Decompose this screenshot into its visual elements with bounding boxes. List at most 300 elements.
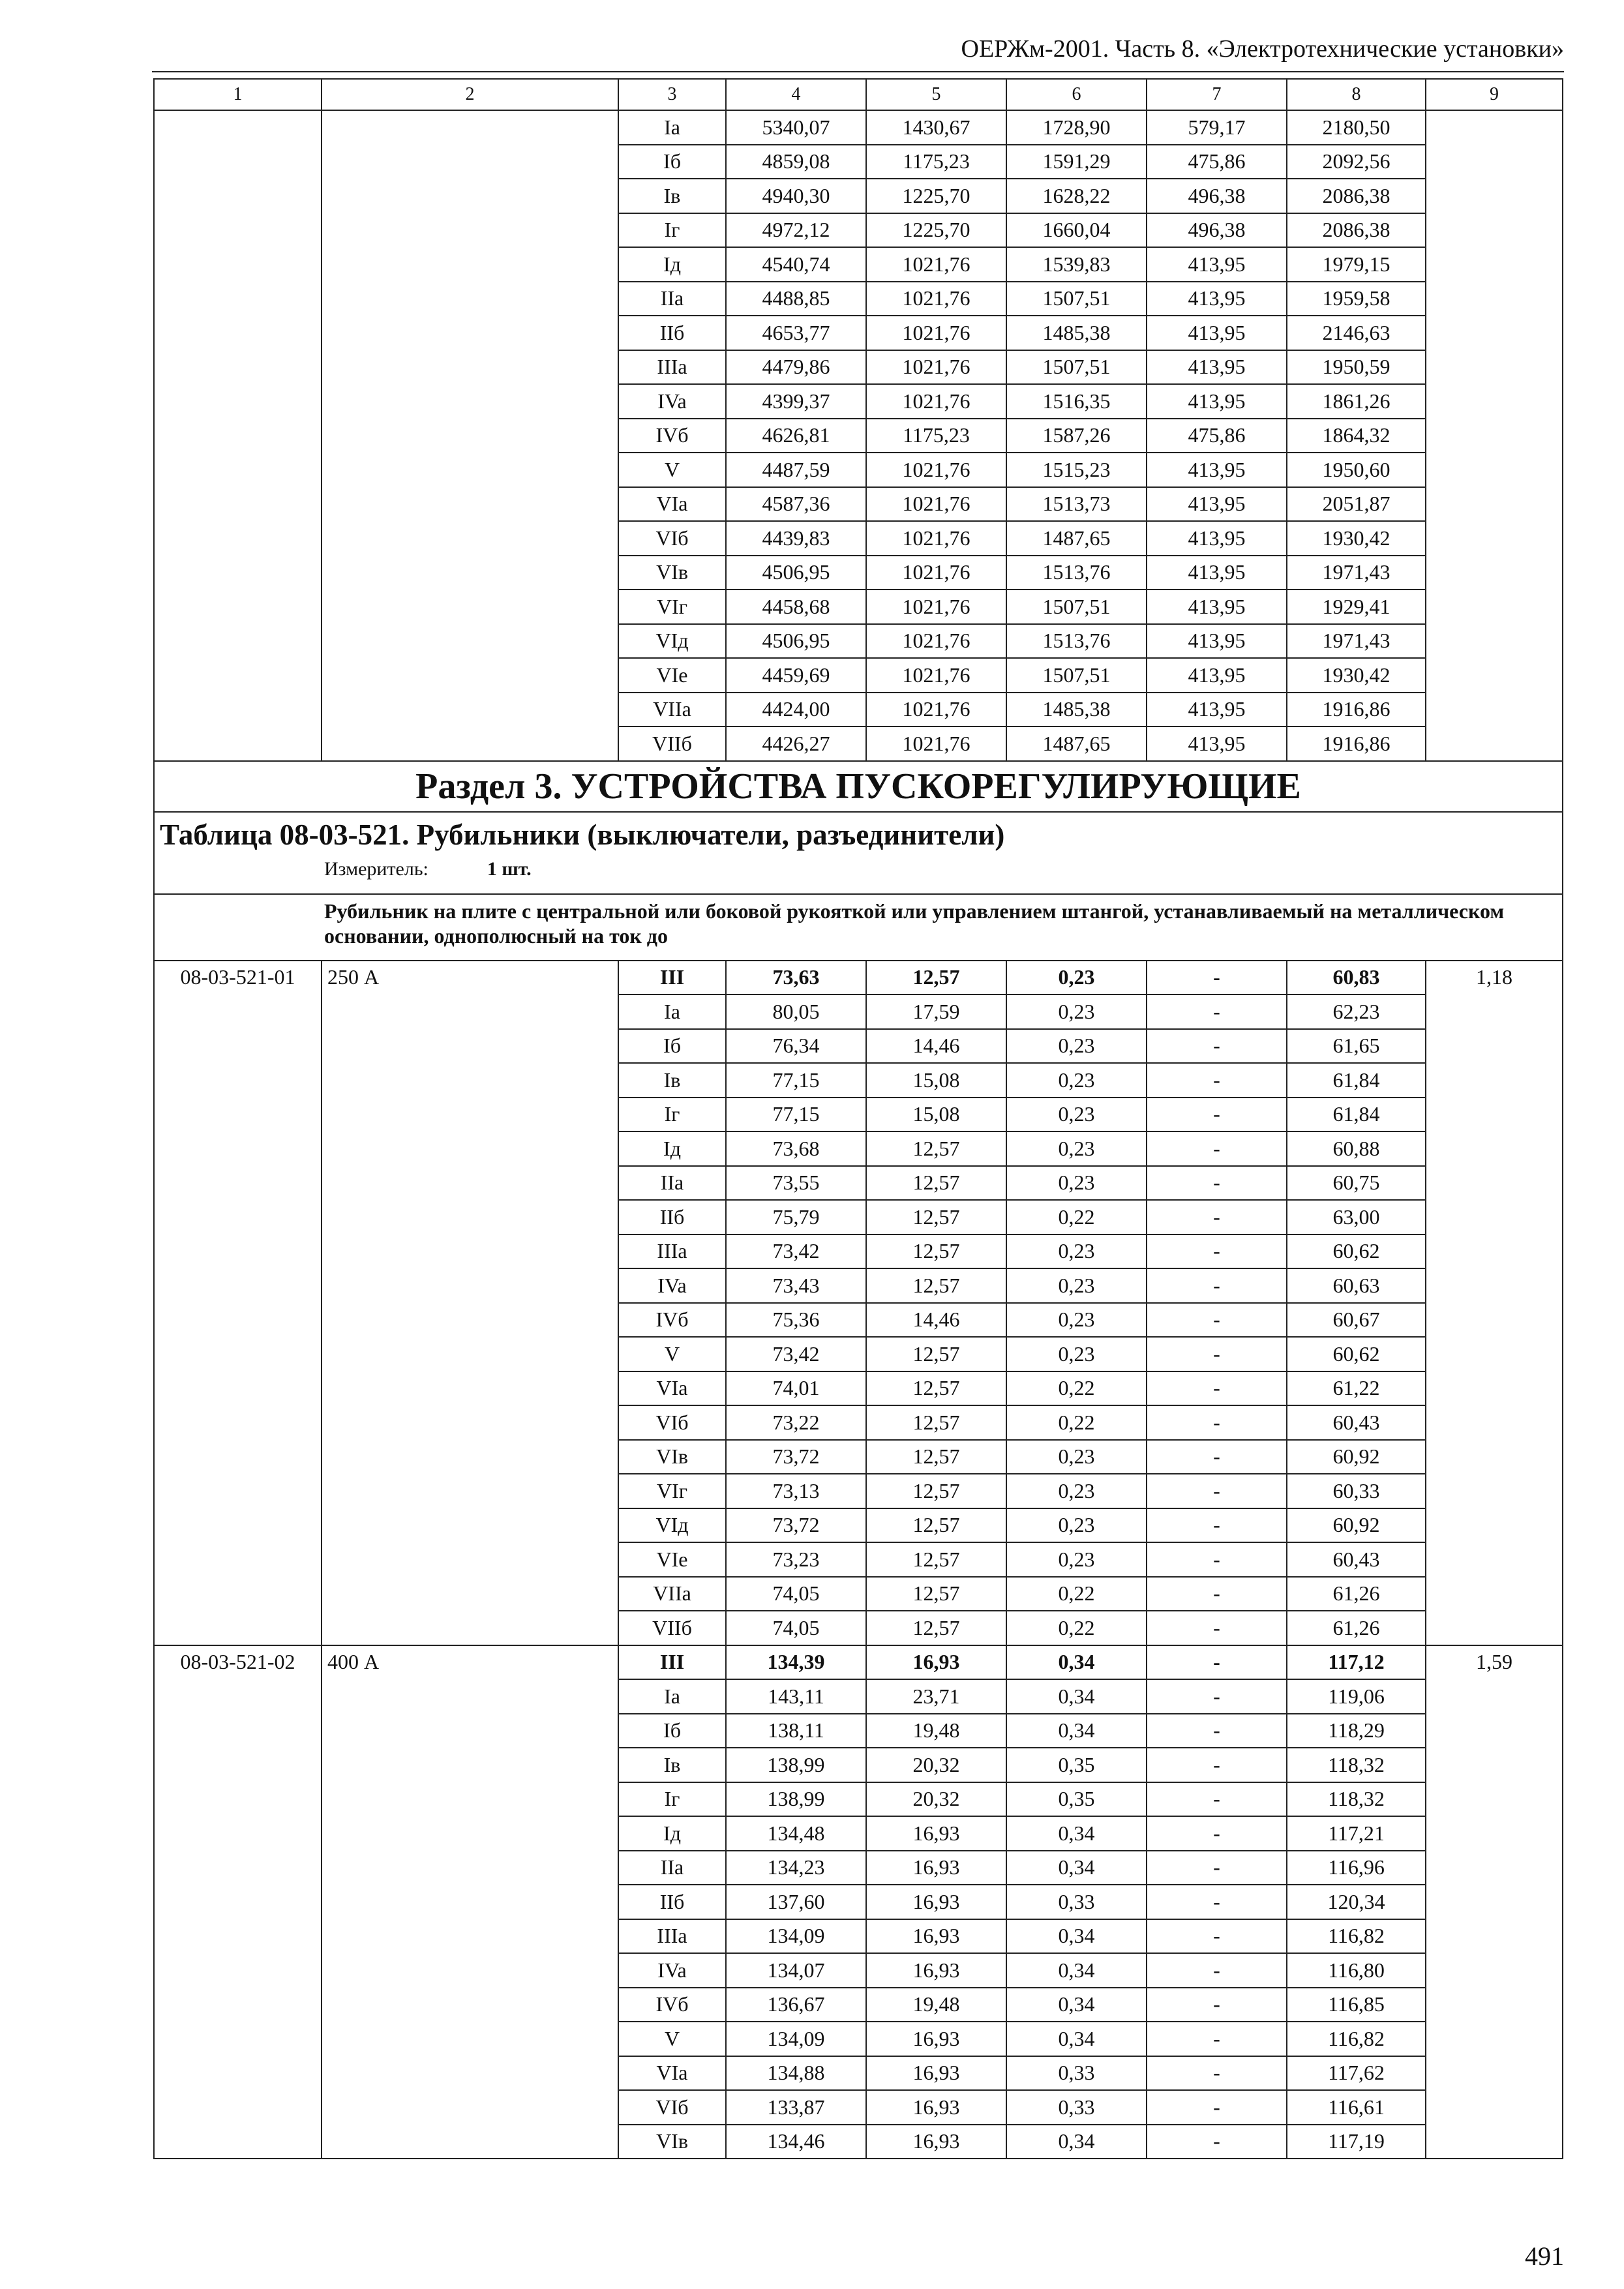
zone-cell: Iв [618, 179, 726, 213]
zone-cell: Iг [618, 1098, 726, 1132]
materials-cell: 60,83 [1287, 961, 1426, 995]
column-number-2: 2 [322, 79, 618, 110]
machines-cell: 0,23 [1006, 1542, 1147, 1577]
total-cell: 4940,30 [726, 179, 866, 213]
wages-cell: 1021,76 [866, 247, 1006, 282]
zone-cell: Iг [618, 1782, 726, 1817]
machines-cell: 1728,90 [1006, 110, 1147, 145]
wages-cell: 16,93 [866, 1919, 1006, 1954]
materials-cell: 116,85 [1287, 1988, 1426, 2022]
total-cell: 4506,95 [726, 556, 866, 590]
rates-table [153, 78, 1563, 2159]
materials-cell: 117,12 [1287, 1645, 1426, 1680]
wages-cell: 12,57 [866, 1474, 1006, 1508]
rate-coefficient: 1,18 [1426, 961, 1563, 1645]
zone-cell: VIв [618, 556, 726, 590]
machines-cell: 0,35 [1006, 1782, 1147, 1817]
zone-cell: IIб [618, 1200, 726, 1234]
code-cell-empty [154, 110, 322, 761]
machines-cell: 0,23 [1006, 1166, 1147, 1201]
machines-cell: 0,34 [1006, 1851, 1147, 1885]
machines-cell: 0,34 [1006, 1679, 1147, 1714]
machinist-wages-cell: 413,95 [1147, 247, 1287, 282]
wages-cell: 1225,70 [866, 179, 1006, 213]
zone-cell: VIв [618, 1440, 726, 1474]
machines-cell: 1539,83 [1006, 247, 1147, 282]
materials-cell: 117,19 [1287, 2125, 1426, 2159]
machines-cell: 0,34 [1006, 1816, 1147, 1851]
zone-cell: VIд [618, 1508, 726, 1543]
zone-cell: VIб [618, 1405, 726, 1440]
total-cell: 73,23 [726, 1542, 866, 1577]
zone-cell: VIIб [618, 726, 726, 761]
column-number-6: 6 [1006, 79, 1147, 110]
machines-cell: 0,23 [1006, 1268, 1147, 1303]
machines-cell: 0,23 [1006, 1063, 1147, 1098]
machines-cell: 0,22 [1006, 1405, 1147, 1440]
total-cell: 74,01 [726, 1371, 866, 1406]
column-number-5: 5 [866, 79, 1006, 110]
machinist-wages-cell: 413,95 [1147, 521, 1287, 556]
machinist-wages-cell: - [1147, 1816, 1287, 1851]
total-cell: 74,05 [726, 1611, 866, 1645]
machines-cell: 0,34 [1006, 1919, 1147, 1954]
wages-cell: 12,57 [866, 1337, 1006, 1371]
page-number: 491 [1525, 2241, 1564, 2271]
machines-cell: 0,23 [1006, 1337, 1147, 1371]
machinist-wages-cell: 413,95 [1147, 726, 1287, 761]
total-cell: 4859,08 [726, 145, 866, 179]
materials-cell: 62,23 [1287, 995, 1426, 1029]
machinist-wages-cell: - [1147, 1063, 1287, 1098]
machinist-wages-cell: - [1147, 1748, 1287, 1782]
total-cell: 134,88 [726, 2056, 866, 2091]
total-cell: 77,15 [726, 1063, 866, 1098]
machinist-wages-cell: 413,95 [1147, 316, 1287, 350]
zone-cell: Iб [618, 145, 726, 179]
machinist-wages-cell: 413,95 [1147, 350, 1287, 385]
total-cell: 73,22 [726, 1405, 866, 1440]
machines-cell: 1507,51 [1006, 658, 1147, 693]
meter-line [160, 858, 1557, 880]
total-cell: 4626,81 [726, 419, 866, 453]
materials-cell: 119,06 [1287, 1679, 1426, 1714]
wages-cell: 16,93 [866, 1953, 1006, 1988]
materials-cell: 2086,38 [1287, 179, 1426, 213]
machinist-wages-cell: - [1147, 1885, 1287, 1919]
materials-cell: 60,43 [1287, 1542, 1426, 1577]
wages-cell: 23,71 [866, 1679, 1006, 1714]
machinist-wages-cell: - [1147, 1131, 1287, 1166]
machinist-wages-cell: - [1147, 1577, 1287, 1611]
total-cell: 4424,00 [726, 693, 866, 727]
total-cell: 4540,74 [726, 247, 866, 282]
materials-cell: 63,00 [1287, 1200, 1426, 1234]
machines-cell: 0,23 [1006, 995, 1147, 1029]
machines-cell: 0,35 [1006, 1748, 1147, 1782]
zone-cell: IIб [618, 1885, 726, 1919]
materials-cell: 2092,56 [1287, 145, 1426, 179]
rate-code: 08-03-521-01 [154, 961, 322, 1645]
machinist-wages-cell: 496,38 [1147, 179, 1287, 213]
machinist-wages-cell: 413,95 [1147, 384, 1287, 419]
materials-cell: 117,21 [1287, 1816, 1426, 1851]
zone-cell: IVa [618, 384, 726, 419]
wages-cell: 1175,23 [866, 419, 1006, 453]
wages-cell: 12,57 [866, 1131, 1006, 1166]
zone-cell: Iг [618, 213, 726, 248]
zone-cell: III [618, 961, 726, 995]
machines-cell: 1628,22 [1006, 179, 1147, 213]
zone-cell: III [618, 1645, 726, 1680]
total-cell: 134,09 [726, 2022, 866, 2056]
materials-cell: 60,43 [1287, 1405, 1426, 1440]
column-number-7: 7 [1147, 79, 1287, 110]
zone-cell: V [618, 1337, 726, 1371]
machines-cell: 0,23 [1006, 1474, 1147, 1508]
zone-cell: Iд [618, 1816, 726, 1851]
total-cell: 4459,69 [726, 658, 866, 693]
zone-cell: IIa [618, 282, 726, 316]
machinist-wages-cell: - [1147, 1337, 1287, 1371]
machinist-wages-cell: - [1147, 1988, 1287, 2022]
total-cell: 136,67 [726, 1988, 866, 2022]
materials-cell: 1916,86 [1287, 693, 1426, 727]
total-cell: 4458,68 [726, 590, 866, 624]
materials-cell: 120,34 [1287, 1885, 1426, 1919]
materials-cell: 118,29 [1287, 1714, 1426, 1748]
machinist-wages-cell: 413,95 [1147, 487, 1287, 522]
meter-label: Измеритель: [324, 858, 429, 880]
materials-cell: 60,62 [1287, 1234, 1426, 1269]
zone-cell: IVб [618, 1988, 726, 2022]
total-cell: 73,42 [726, 1234, 866, 1269]
table-row [154, 961, 1563, 995]
machines-cell: 0,23 [1006, 961, 1147, 995]
machinist-wages-cell: 413,95 [1147, 693, 1287, 727]
wages-cell: 14,46 [866, 1303, 1006, 1338]
machines-cell: 1487,65 [1006, 521, 1147, 556]
total-cell: 138,11 [726, 1714, 866, 1748]
zone-cell: Iд [618, 1131, 726, 1166]
materials-cell: 60,92 [1287, 1440, 1426, 1474]
machines-cell: 0,33 [1006, 2090, 1147, 2125]
zone-cell: Ia [618, 110, 726, 145]
materials-cell: 1950,59 [1287, 350, 1426, 385]
zone-cell: VIe [618, 1542, 726, 1577]
zone-cell: Iб [618, 1029, 726, 1064]
machines-cell: 1513,76 [1006, 624, 1147, 659]
wages-cell: 12,57 [866, 961, 1006, 995]
meter-value: 1 шт. [487, 858, 532, 880]
machinist-wages-cell: - [1147, 995, 1287, 1029]
wages-cell: 12,57 [866, 1440, 1006, 1474]
materials-cell: 61,26 [1287, 1577, 1426, 1611]
wages-cell: 15,08 [866, 1098, 1006, 1132]
machines-cell: 1485,38 [1006, 693, 1147, 727]
name-cell-empty [322, 110, 618, 761]
machinist-wages-cell: - [1147, 1782, 1287, 1817]
wages-cell: 12,57 [866, 1268, 1006, 1303]
total-cell: 73,68 [726, 1131, 866, 1166]
wages-cell: 12,57 [866, 1542, 1006, 1577]
machinist-wages-cell: 413,95 [1147, 556, 1287, 590]
machinist-wages-cell: - [1147, 961, 1287, 995]
total-cell: 4488,85 [726, 282, 866, 316]
wages-cell: 14,46 [866, 1029, 1006, 1064]
machines-cell: 0,22 [1006, 1611, 1147, 1645]
wages-cell: 1430,67 [866, 110, 1006, 145]
machinist-wages-cell: - [1147, 1645, 1287, 1680]
machinist-wages-cell: 413,95 [1147, 282, 1287, 316]
zone-cell: VIIa [618, 693, 726, 727]
total-cell: 73,55 [726, 1166, 866, 1201]
zone-cell: Iб [618, 1714, 726, 1748]
materials-cell: 116,96 [1287, 1851, 1426, 1885]
machines-cell: 1513,73 [1006, 487, 1147, 522]
wages-cell: 16,93 [866, 1851, 1006, 1885]
machinist-wages-cell: - [1147, 1679, 1287, 1714]
zone-cell: VIe [618, 658, 726, 693]
machinist-wages-cell: - [1147, 1268, 1287, 1303]
materials-cell: 61,22 [1287, 1371, 1426, 1406]
zone-cell: VIIa [618, 1577, 726, 1611]
wages-cell: 20,32 [866, 1782, 1006, 1817]
column-number-8: 8 [1287, 79, 1426, 110]
zone-cell: IIIa [618, 1234, 726, 1269]
wages-cell: 12,57 [866, 1611, 1006, 1645]
zone-cell: VIг [618, 1474, 726, 1508]
total-cell: 73,72 [726, 1508, 866, 1543]
total-cell: 4506,95 [726, 624, 866, 659]
materials-cell: 1979,15 [1287, 247, 1426, 282]
machines-cell: 1507,51 [1006, 590, 1147, 624]
machinist-wages-cell: 413,95 [1147, 658, 1287, 693]
machinist-wages-cell: - [1147, 2090, 1287, 2125]
materials-cell: 1861,26 [1287, 384, 1426, 419]
materials-cell: 60,67 [1287, 1303, 1426, 1338]
machines-cell: 0,34 [1006, 2022, 1147, 2056]
materials-cell: 1864,32 [1287, 419, 1426, 453]
wages-cell: 12,57 [866, 1405, 1006, 1440]
machines-cell: 0,23 [1006, 1303, 1147, 1338]
machinist-wages-cell: - [1147, 1303, 1287, 1338]
machines-cell: 1515,23 [1006, 453, 1147, 487]
wages-cell: 1021,76 [866, 693, 1006, 727]
machinist-wages-cell: - [1147, 2022, 1287, 2056]
column-number-4: 4 [726, 79, 866, 110]
materials-cell: 116,82 [1287, 2022, 1426, 2056]
zone-cell: IIIa [618, 350, 726, 385]
wages-cell: 1021,76 [866, 487, 1006, 522]
page-header-title: ОЕРЖм-2001. Часть 8. «Электротехнические установки» [961, 35, 1564, 63]
machines-cell: 1660,04 [1006, 213, 1147, 248]
machinist-wages-cell: - [1147, 2056, 1287, 2091]
machinist-wages-cell: - [1147, 1919, 1287, 1954]
wages-cell: 16,93 [866, 2090, 1006, 2125]
zone-cell: IVб [618, 419, 726, 453]
total-cell: 4587,36 [726, 487, 866, 522]
total-cell: 4439,83 [726, 521, 866, 556]
wages-cell: 12,57 [866, 1371, 1006, 1406]
materials-cell: 1916,86 [1287, 726, 1426, 761]
table-row [154, 1645, 1563, 1680]
column-number-1: 1 [154, 79, 322, 110]
machinist-wages-cell: - [1147, 1953, 1287, 1988]
zone-cell: IVб [618, 1303, 726, 1338]
wages-cell: 12,57 [866, 1508, 1006, 1543]
machinist-wages-cell: - [1147, 1440, 1287, 1474]
wages-cell: 16,93 [866, 1645, 1006, 1680]
materials-cell: 1950,60 [1287, 453, 1426, 487]
machines-cell: 0,34 [1006, 1645, 1147, 1680]
wages-cell: 12,57 [866, 1200, 1006, 1234]
rates-table-body [154, 79, 1563, 2159]
zone-cell: VIв [618, 2125, 726, 2159]
rate-coefficient: 1,59 [1426, 1645, 1563, 2159]
wages-cell: 16,93 [866, 1885, 1006, 1919]
table-heading-cell [154, 812, 1563, 894]
wages-cell: 16,93 [866, 1816, 1006, 1851]
zone-cell: Iв [618, 1748, 726, 1782]
zone-cell: IVa [618, 1268, 726, 1303]
total-cell: 77,15 [726, 1098, 866, 1132]
wages-cell: 1021,76 [866, 453, 1006, 487]
wages-cell: 1021,76 [866, 316, 1006, 350]
total-cell: 5340,07 [726, 110, 866, 145]
machines-cell: 1485,38 [1006, 316, 1147, 350]
total-cell: 4653,77 [726, 316, 866, 350]
materials-cell: 2146,63 [1287, 316, 1426, 350]
total-cell: 4972,12 [726, 213, 866, 248]
materials-cell: 1971,43 [1287, 556, 1426, 590]
machines-cell: 0,23 [1006, 1234, 1147, 1269]
total-cell: 137,60 [726, 1885, 866, 1919]
zone-cell: V [618, 2022, 726, 2056]
total-cell: 134,09 [726, 1919, 866, 1954]
materials-cell: 60,63 [1287, 1268, 1426, 1303]
materials-cell: 1930,42 [1287, 658, 1426, 693]
materials-cell: 60,88 [1287, 1131, 1426, 1166]
wages-cell: 1021,76 [866, 384, 1006, 419]
materials-cell: 1929,41 [1287, 590, 1426, 624]
wages-cell: 1021,76 [866, 726, 1006, 761]
total-cell: 134,39 [726, 1645, 866, 1680]
zone-cell: IIa [618, 1851, 726, 1885]
wages-cell: 19,48 [866, 1988, 1006, 2022]
table-heading-row [154, 812, 1563, 894]
total-cell: 4487,59 [726, 453, 866, 487]
rate-code: 08-03-521-02 [154, 1645, 322, 2159]
wages-cell: 1021,76 [866, 658, 1006, 693]
wages-cell: 1021,76 [866, 590, 1006, 624]
wages-cell: 16,93 [866, 2022, 1006, 2056]
wages-cell: 20,32 [866, 1748, 1006, 1782]
machinist-wages-cell: 413,95 [1147, 453, 1287, 487]
machines-cell: 1591,29 [1006, 145, 1147, 179]
materials-cell: 118,32 [1287, 1782, 1426, 1817]
machinist-wages-cell: - [1147, 1098, 1287, 1132]
wages-cell: 19,48 [866, 1714, 1006, 1748]
machinist-wages-cell: - [1147, 2125, 1287, 2159]
column-numbers-row [154, 79, 1563, 110]
materials-cell: 116,82 [1287, 1919, 1426, 1954]
description-text: Рубильник на плите с центральной или боковой рукояткой или управлением штангой, устанавливаемый на металлическом основании, однополюсный на ток до [154, 894, 1563, 961]
total-cell: 80,05 [726, 995, 866, 1029]
machinist-wages-cell: 496,38 [1147, 213, 1287, 248]
wages-cell: 17,59 [866, 995, 1006, 1029]
total-cell: 143,11 [726, 1679, 866, 1714]
machinist-wages-cell: - [1147, 1851, 1287, 1885]
machines-cell: 0,23 [1006, 1508, 1147, 1543]
section-row [154, 761, 1563, 812]
total-cell: 73,43 [726, 1268, 866, 1303]
materials-cell: 60,92 [1287, 1508, 1426, 1543]
materials-cell: 116,80 [1287, 1953, 1426, 1988]
materials-cell: 61,65 [1287, 1029, 1426, 1064]
zone-cell: V [618, 453, 726, 487]
total-cell: 73,63 [726, 961, 866, 995]
zone-cell: VIIб [618, 1611, 726, 1645]
machines-cell: 0,34 [1006, 1953, 1147, 1988]
total-cell: 73,72 [726, 1440, 866, 1474]
materials-cell: 2051,87 [1287, 487, 1426, 522]
machines-cell: 1507,51 [1006, 282, 1147, 316]
machines-cell: 0,34 [1006, 1714, 1147, 1748]
machinist-wages-cell: 579,17 [1147, 110, 1287, 145]
machines-cell: 0,34 [1006, 2125, 1147, 2159]
machines-cell: 1487,65 [1006, 726, 1147, 761]
materials-cell: 61,84 [1287, 1098, 1426, 1132]
total-cell: 138,99 [726, 1782, 866, 1817]
wages-cell: 15,08 [866, 1063, 1006, 1098]
machinist-wages-cell: - [1147, 1234, 1287, 1269]
table-row [154, 110, 1563, 145]
machines-cell: 0,34 [1006, 1988, 1147, 2022]
machinist-wages-cell: 475,86 [1147, 145, 1287, 179]
machinist-wages-cell: - [1147, 1166, 1287, 1201]
zone-cell: VIa [618, 1371, 726, 1406]
total-cell: 73,13 [726, 1474, 866, 1508]
wages-cell: 1175,23 [866, 145, 1006, 179]
rate-name: 400 А [322, 1645, 618, 2159]
materials-cell: 1959,58 [1287, 282, 1426, 316]
total-cell: 75,79 [726, 1200, 866, 1234]
machines-cell: 1513,76 [1006, 556, 1147, 590]
zone-cell: Ia [618, 1679, 726, 1714]
column-number-3: 3 [618, 79, 726, 110]
total-cell: 134,46 [726, 2125, 866, 2159]
materials-cell: 1971,43 [1287, 624, 1426, 659]
machinist-wages-cell: - [1147, 1542, 1287, 1577]
zone-cell: Iв [618, 1063, 726, 1098]
total-cell: 76,34 [726, 1029, 866, 1064]
wages-cell: 1021,76 [866, 350, 1006, 385]
machines-cell: 0,33 [1006, 2056, 1147, 2091]
machinist-wages-cell: 475,86 [1147, 419, 1287, 453]
materials-cell: 1930,42 [1287, 521, 1426, 556]
total-cell: 138,99 [726, 1748, 866, 1782]
column-number-9: 9 [1426, 79, 1563, 110]
total-cell: 4426,27 [726, 726, 866, 761]
machines-cell: 1587,26 [1006, 419, 1147, 453]
wages-cell: 12,57 [866, 1577, 1006, 1611]
wages-cell: 12,57 [866, 1166, 1006, 1201]
materials-cell: 2180,50 [1287, 110, 1426, 145]
zone-cell: Iд [618, 247, 726, 282]
machines-cell: 1516,35 [1006, 384, 1147, 419]
wages-cell: 1021,76 [866, 556, 1006, 590]
